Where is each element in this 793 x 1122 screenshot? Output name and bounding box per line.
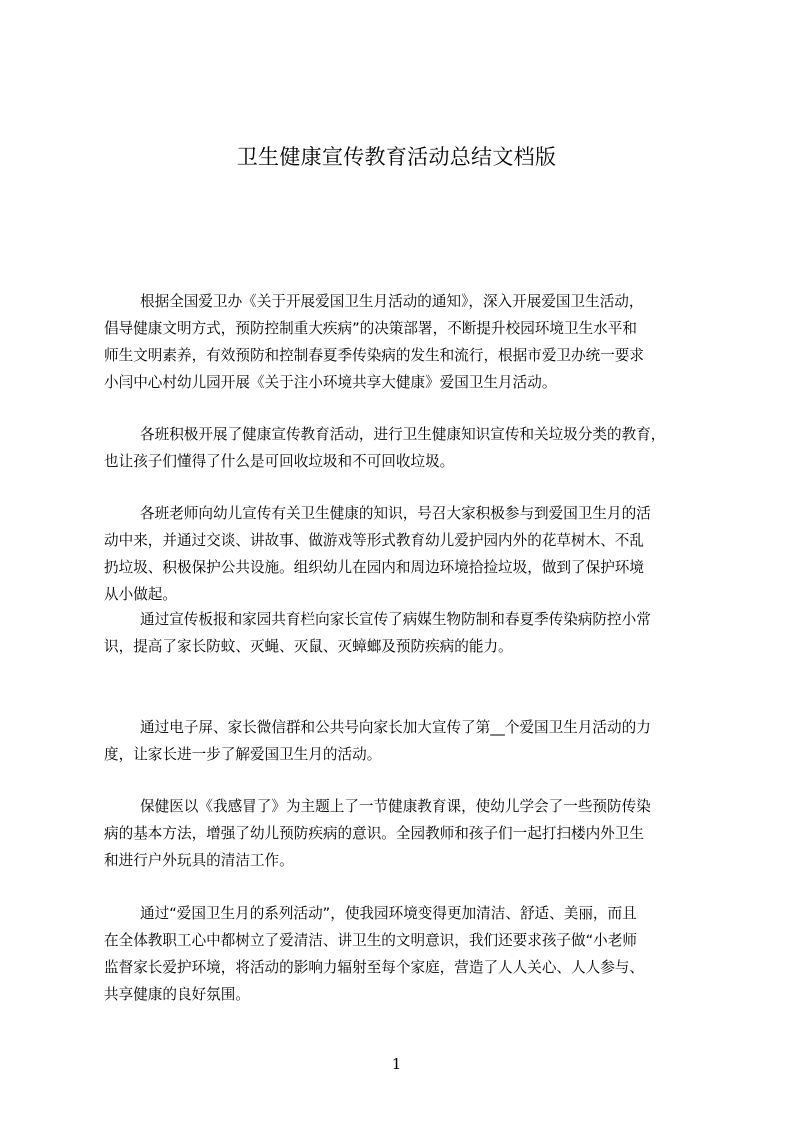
paragraph-line: 病的基本方法，增强了幼儿预防疾病的意识。全园教师和孩子们一起打扫楼内外卫生 — [104, 825, 644, 842]
paragraph-line: 和进行户外玩具的清洁工作。 — [104, 852, 294, 869]
page-number: 1 — [391, 1055, 402, 1073]
paragraph-5 — [104, 714, 708, 768]
paragraph-7 — [104, 900, 708, 1008]
paragraph-line: 小闫中心村幼儿园开展《关于注小环境共享大健康》爱国卫生月活动。 — [104, 374, 557, 391]
paragraph-line: 动中来，并通过交谈、讲故事、做游戏等形式教育幼儿爱护园内外的花草树木、不乱 — [104, 532, 644, 549]
paragraph-line: 通过宣传板报和家园共育栏向家长宣传了病媒生物防制和春夏季传染病防控小常 — [140, 611, 651, 628]
paragraph-line: 识，提高了家长防蚊、灭蝇、灭鼠、灭蟑螂及预防疾病的能力。 — [104, 638, 513, 655]
paragraph-line: 通过电子屏、家长微信群和公共号向家长加大宣传了第__个爱国卫生月活动的力 — [140, 719, 651, 736]
paragraph-line: 在全体教职工心中都树立了爱清洁、讲卫生的文明意识，我们还要求孩子做“小老师 — [104, 932, 637, 949]
paragraph-3 — [104, 500, 708, 608]
paragraph-line: 扔垃圾、积极保护公共设施。组织幼儿在园内和周边环境拾捡垃圾，做到了保护环境 — [104, 559, 644, 576]
paragraph-4 — [104, 606, 708, 660]
paragraph-line: 从小做起。 — [104, 586, 177, 603]
paragraph-line: 共享健康的良好氛围。 — [104, 986, 250, 1003]
document-title: 卫生健康宣传教育活动总结文档版 — [236, 145, 557, 169]
paragraph-1 — [104, 288, 708, 396]
paragraph-line: 各班老师向幼儿宣传有关卫生健康的知识，号召大家积极参与到爱国卫生月的活 — [140, 505, 651, 522]
paragraph-line: 也让孩子们懂得了什么是可回收垃圾和不可回收垃圾。 — [104, 453, 455, 470]
paragraph-line: 度，让家长进一步了解爱国卫生月的活动。 — [104, 746, 382, 763]
paragraph-line: 保健医以《我感冒了》为主题上了一节健康教育课，使幼儿学会了一些预防传染 — [140, 798, 651, 815]
paragraph-6 — [104, 793, 708, 874]
paragraph-line: 各班积极开展了健康宣传教育活动，进行卫生健康知识宣传和关垃圾分类的教育， — [140, 426, 666, 443]
paragraph-line: 倡导健康文明方式，预防控制重大疾病”的决策部署，不断提升校园环境卫生水平和 — [104, 320, 637, 337]
paragraph-2 — [104, 421, 708, 475]
paragraph-line: 师生文明素养，有效预防和控制春夏季传染病的发生和流行，根据市爱卫办统一要求 — [104, 347, 644, 364]
paragraph-line: 根据全国爱卫办《关于开展爱国卫生月活动的通知》，深入开展爱国卫生活动， — [140, 293, 644, 310]
paragraph-line: 监督家长爱护环境，将活动的影响力辐射至每个家庭，营造了人人关心、人人参与、 — [104, 959, 644, 976]
paragraph-line: 通过“爱国卫生月的系列活动”，使我园环境变得更加清洁、舒适、美丽，而且 — [140, 905, 637, 922]
